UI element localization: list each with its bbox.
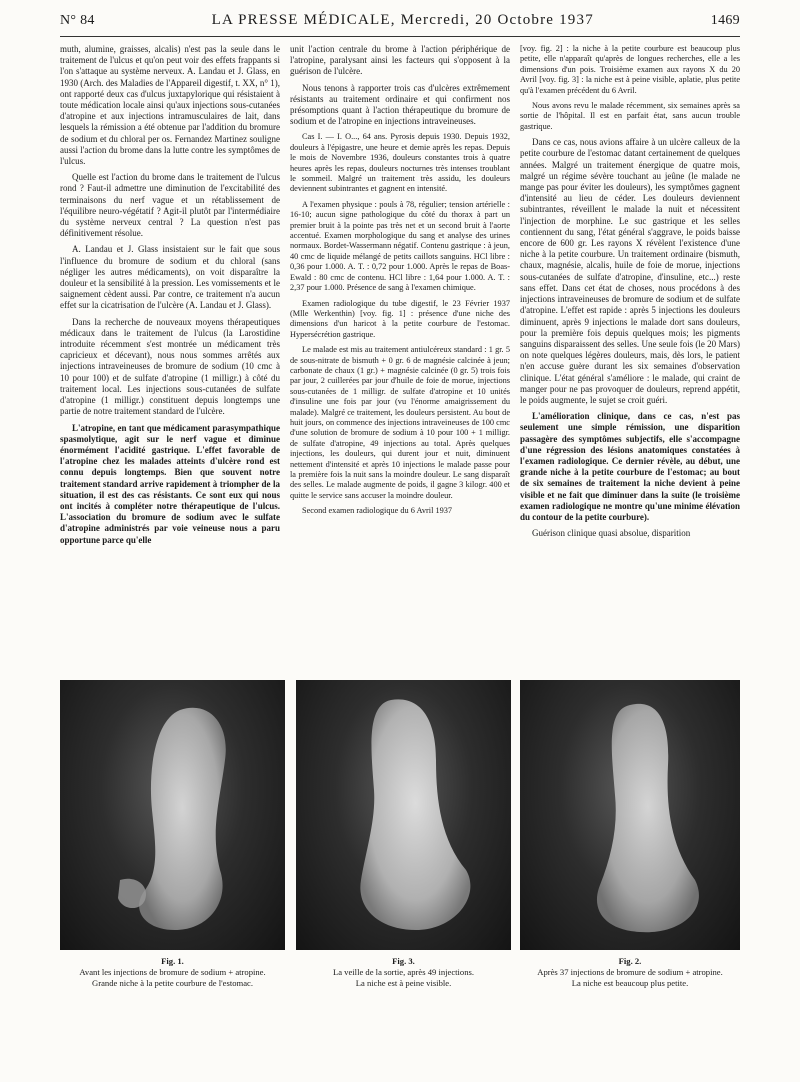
paragraph: Dans la recherche de nouveaux moyens thérapeutiques médicaux dans le traitement de l'ulcus (la Larostidine introduite récemment s'est montrée un médicament très capricieux et décevant), nous nous sommes arrêtés aux injections intraveineuses de bromure de sodium (10 cmc à 10 pour 100) et de sulfate d'atropine (1 milligr.) à côté du traitement local. Les injections sous-cutanées de sulfate d'atropine (1 milligr.) constituent depuis longtemps une partie de notre traitement standard de l'ulcère. xyxy=(60,316,280,417)
caption-line: Grande niche à la petite courbure de l'estomac. xyxy=(92,978,253,988)
paragraph: L'amélioration clinique, dans ce cas, n'est pas seulement une simple rémission, une disparition passagère des symptômes subjectifs, elle s'accompagne d'une régression des lésions anatomiques constatées à l'examen radiologique. Ce dernier révèle, au début, une grande niche à la petite courbure de l'estomac; au bout de six semaines de traitement la niche devient à peine visible et ne fait que diminuer dans la suite (le troisième examen radiologique ne montre qu'une minime élévation du contour de la petite courbure). xyxy=(520,411,740,522)
figures-row xyxy=(60,680,740,1002)
figure-2 xyxy=(520,680,740,1002)
column-3 xyxy=(520,44,740,669)
paragraph: muth, alumine, graisses, alcalis) n'est pas la seule dans le traitement de l'ulcus et qu'on peut voir des effets frappants si l'on s'attaque au système nerveux. A. Landau et J. Glass, en 1930 (Arch. des Maladies de l'Appareil digestif, t. XX, n° 1), ont rapporté deux cas d'ulcus juxtapylorique qui résistaient à toute médication locale ainsi qu'aux injections sous-cutanées d'atropine et aux injections intramusculaires de lait, dans lesquels la rémission a été obtenue par l'addition du bromure de sodium et du chloral per os. Fernandez Martinez souligne aussi l'action du brome dans la lutte contre les symptômes de l'ulcus. xyxy=(60,44,280,167)
caption-line: La niche est à peine visible. xyxy=(355,978,452,988)
figure-label: Fig. 1. xyxy=(161,956,184,966)
paragraph: Second examen radiologique du 6 Avril 1937 xyxy=(302,506,453,516)
header-rule xyxy=(60,36,740,37)
figure-caption xyxy=(296,956,511,989)
paragraph: Cas I. — I. O..., 64 ans. Pyrosis depuis 1930. Depuis 1932, douleurs à l'épigastre, une heure et demie après les repas. Depuis le mois de Novembre 1936, douleurs constantes trois à quatre heures après les repas, douleurs nocturnes très intenses troublant le sommeil. Malgré un traitement très assidu, les douleurs deviennent subintrantes et gagnent en intensité. xyxy=(290,132,510,194)
column-1 xyxy=(60,44,280,669)
paragraph: Quelle est l'action du brome dans le traitement de l'ulcus rond ? Faut-il admettre une diminution de l'excitabilité des terminaisons du nerf vague et un rétablissement de l'équilibre neuro-végétatif ? Agit-il plutôt par l'intermédiaire du système nerveux central ? La question n'est pas définitivement résolue. xyxy=(60,172,280,239)
caption-line: Après 37 injections de bromure de sodium + atropine. xyxy=(537,967,723,977)
caption-line: Avant les injections de bromure de sodium + atropine. xyxy=(79,967,266,977)
figure-1 xyxy=(60,680,285,1002)
figure-label: Fig. 3. xyxy=(392,956,415,966)
issue-number: N° 84 xyxy=(60,13,95,28)
figure-caption xyxy=(520,956,740,989)
paragraph: Nous tenons à rapporter trois cas d'ulcères extrêmement résistants au traitement ordinaire et qui confirment nos présomptions quant à l'action thérapeutique du bromure de sodium et de l'atropine en injections intraveineuses. xyxy=(290,82,510,127)
paragraph: Examen radiologique du tube digestif, le 23 Février 1937 (Mlle Werkenthin) [voy. fig. 1] : présence d'une niche des dimensions d'un haricot à la petite courbure de l'estomac. Hypersécrétion gastrique. xyxy=(290,298,510,339)
paragraph: Nous avons revu le malade récemment, six semaines après sa sortie de l'hôpital. Il est en parfait état, sans aucun trouble gastrique. xyxy=(520,101,740,131)
paragraph: Le malade est mis au traitement antiulcéreux standard : 1 gr. 5 de sous-nitrate de bismuth + 0 gr. 6 de magnésie calcinée à jeun; carbonate de chaux (1 gr.) + magnésie calcinée (0 gr. 5) trois fois par jour, 2 cuillerées par jour d'huile de foie de morue, injections sous-cutanées de 1 milligr. de sulfate d'atropine et 10 unités d'insuline une fois par jour (vu l'énorme amaigrissement du malade). Malgré ce traitement, les douleurs persistent. Au bout de huit jours, on commence des injections intraveineuses de 100 cmc d'une solution de bromure de sodium à 10 pour 100 + 1 milligr. de sulfate d'atropine, 49 injections au total. Après quelques injections, les douleurs, qui durent jour et nuit, diminuent nettement d'intensité et après 10 injections le malade passe pour la première fois la nuit sans la moindre douleur. Le sang disparaît des selles. Le malade augmente de poids, il gagne 3 kilogr. 400 et quitte le service sans accuser la moindre douleur. xyxy=(290,345,510,500)
paragraph: Guérison clinique quasi absolue, disparition xyxy=(532,528,691,539)
journal-title: LA PRESSE MÉDICALE, Mercredi, 20 Octobre 1937 xyxy=(211,12,594,28)
xray-image xyxy=(520,680,740,950)
caption-line: La niche est beaucoup plus petite. xyxy=(571,978,689,988)
column-2 xyxy=(290,44,510,669)
paragraph: L'atropine, en tant que médicament parasympathique spasmolytique, agit sur le nerf vague et diminue énormément l'acidité gastrique. L'effet favorable de l'atropine chez les malades atteints d'ulcère rond est connu depuis longtemps. Bien que souvent notre traitement standard arrive rapidement à triompher de la situation, il est des cas résistants. Ce sont eux qui nous ont incités à compléter notre thérapeutique de l'ulcus. L'association du bromure de sodium avec le sulfate d'atropine administrés par voie veineuse nous a paru opportune parce qu'elle xyxy=(60,422,280,545)
issue-date: Mercredi, 20 Octobre 1937 xyxy=(400,12,594,28)
paragraph: A l'examen physique : pouls à 78, régulier; tension artérielle : 16-10; aucun signe pathologique du côté du thorax à part un premier bruit à la pointe pas très net et un second bruit à l'aorte accentué. Examen morphologique du sang et analyse des urines normaux. Bordet-Wassermann négatif. Contenu gastrique : à jeun, 40 cmc de liquide mélangé de petits caillots sanguins. HCl libre : 0,36 pour 1.000. A. T. : 0,72 pour 1.000. Après le repas de Boas-Ewald : 80 cmc de contenu. HCl libre : 1,64 pour 1.000. A. T. : 2,37 pour 1.000. Présence de sang à l'examen chimique. xyxy=(290,199,510,293)
paragraph: [voy. fig. 2] : la niche à la petite courbure est beaucoup plus petite, elle n'apparaît qu'après de longues recherches, elle a les dimensions d'un pois. Troisième examen aux rayons X du 20 Avril [voy. fig. 3] : la niche est à peine visible, aplatie, plus petite qu'à l'examen précédent du 6 Avril. xyxy=(520,44,740,95)
caption-line: La veille de la sortie, après 49 injections. xyxy=(332,967,475,977)
paragraph: Dans ce cas, nous avions affaire à un ulcère calleux de la petite courbure de l'estomac datant certainement de quelques années. Malgré un traitement énergique de quatre mois, malgré un régime sévère touchant au jeûne (le malade ne mange pas pour éviter les douleurs), les symptômes gagnent d'intensité au lieu de céder. Les douleurs deviennent subintrantes, réveillent le malade la nuit et nécessitent l'injection de morphine. Le suc gastrique et les selles contiennent du sang, l'état général s'aggrave, le poids baisse encore de 600 gr. Les rayons X révèlent l'existence d'une niche à la petite courbure. Un traitement ordinaire (bismuth, chaux, magnésie, alcalis, huile de foie de morue, injections sous-cutanées de sulfate d'atropine, d'insuline, etc...) reste sans effet. Dans cet état de choses, nous procédons à des injections intraveineuses de bromure de sodium et de sulfate d'atropine. L'effet est rapide : après 5 injections les douleurs diminuent, après 9 injections le malade dort sans douleurs, pour la première fois depuis quelques mois; les pigments sanguins disparaissent des selles. Une seule fois (le 20 Mars) on note quelques légères douleurs, mais, dès lors, le patient n'en accuse guère durant les six semaines d'observation clinique. L'état général s'améliore : le malade, qui craint de manger pour ne pas provoquer de douleurs, reprend appétit, le poids augmente, le sujet se croit guéri. xyxy=(520,137,740,405)
paragraph: unit l'action centrale du brome à l'action périphérique de l'atropine, paralysant ainsi les facteurs qui s'opposent à la guérison de l'ulcère. xyxy=(290,44,510,77)
xray-image xyxy=(60,680,285,950)
figure-caption xyxy=(60,956,285,989)
figure-3 xyxy=(296,680,511,1002)
running-header xyxy=(60,12,740,34)
xray-image xyxy=(296,680,511,950)
paragraph: A. Landau et J. Glass insistaient sur le fait que sous l'influence du bromure de sodium et du chloral (sans négliger les autres médicaments), on voit disparaître la douleur et la sensibilité à la pression. Les vomissements et le saignement cèdent aussi. Par contre, ce traitement n'a aucun effet sur la cicatrisation de l'ulcère (A. Landau et J. Glass). xyxy=(60,244,280,311)
figure-label: Fig. 2. xyxy=(618,956,642,966)
page-number: 1469 xyxy=(710,13,740,28)
